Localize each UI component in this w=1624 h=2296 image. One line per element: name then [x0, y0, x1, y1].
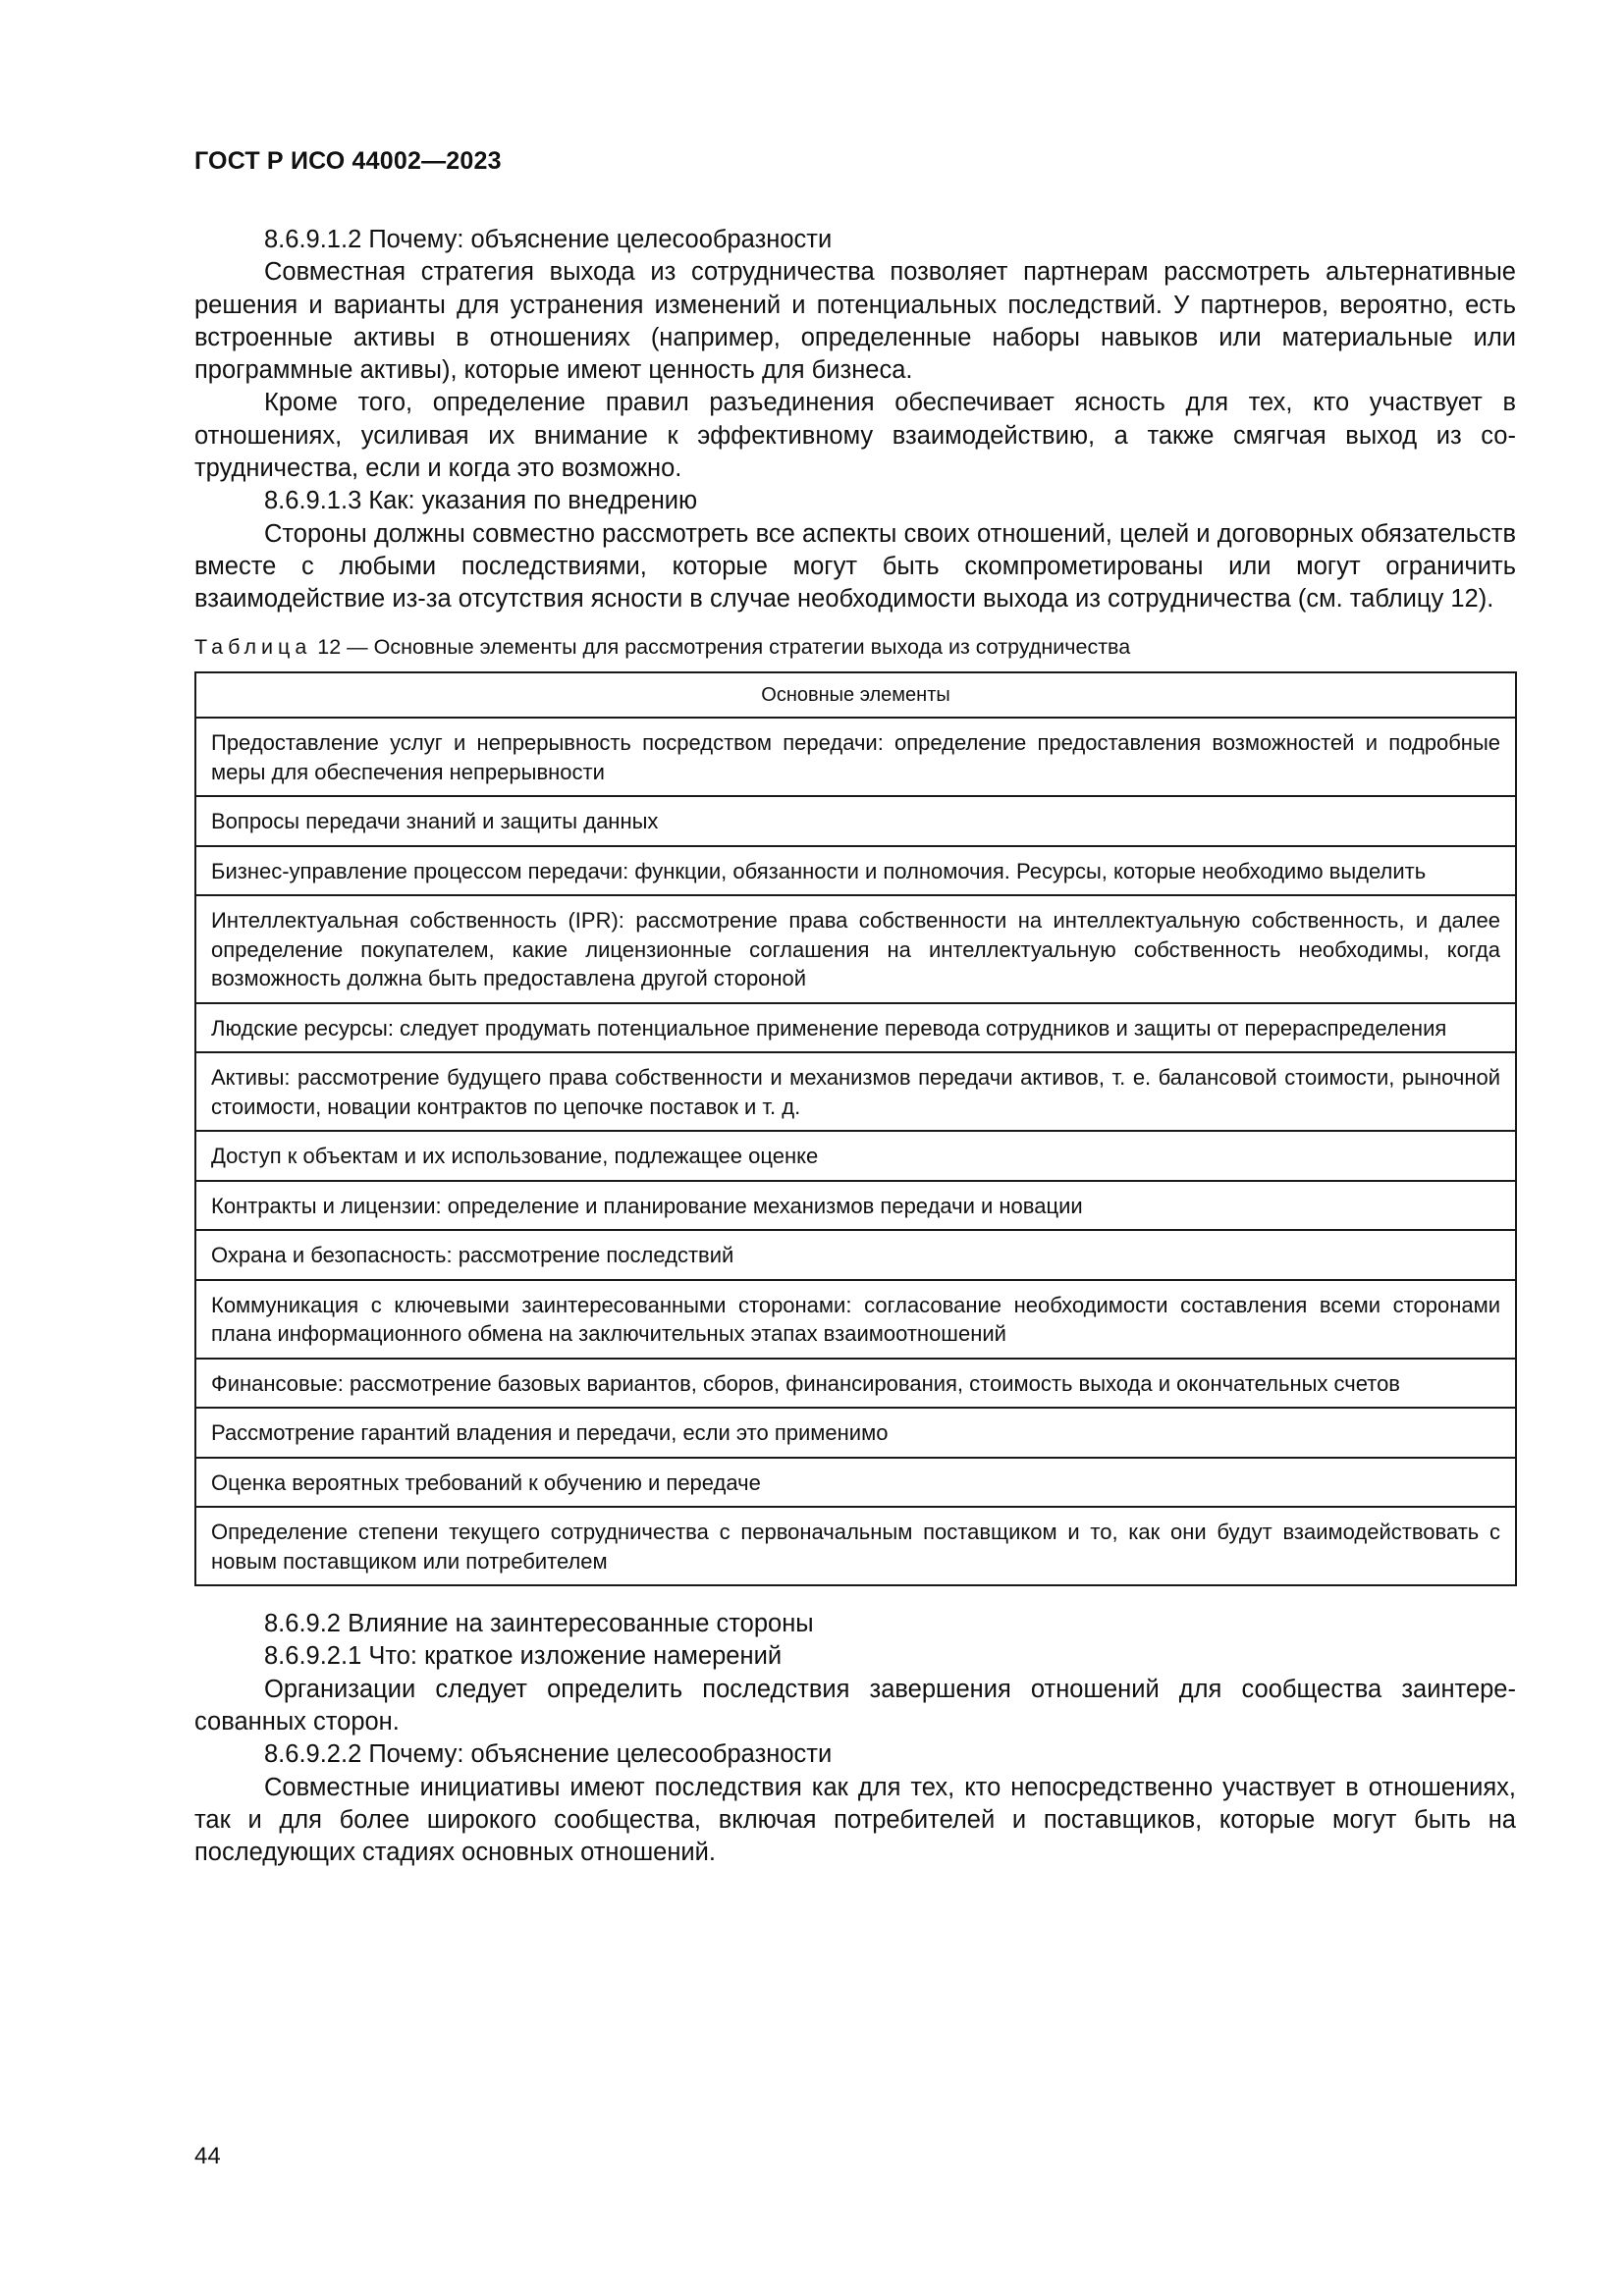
table-row [195, 796, 1516, 846]
subsection-heading-8-6-9-2-1: 8.6.9.2.1 Что: краткое изложение намерений [264, 1642, 783, 1671]
table-caption [194, 633, 1516, 661]
table-row [195, 1280, 1516, 1359]
table-row [195, 895, 1516, 1003]
paragraph: Совместные инициативы имеют последствия как для тех, кто непосредственно участвует в отношениях, так и для более широкого сообщества, включая потребителей и поставщиков, которые могут быть на последующих стадиях основных отношений. [194, 1773, 1516, 1867]
subsection-heading-8-6-9-1-3: 8.6.9.1.3 Как: указания по внедрению [264, 487, 698, 515]
paragraph: Кроме того, определение правил разъединения обеспечивает ясность для тех, кто участвует в отношениях, усиливая их внимание к эффективному взаимодействию, а также смягчая выход из сотрудничества, если и когда это возможно. [194, 389, 1516, 483]
table-cell: Контракты и лицензии: определение и планирование механизмов передачи и новации [195, 1181, 1516, 1231]
table-cell: Финансовые: рассмотрение базовых вариантов, сборов, финансирования, стоимость выхода и окончательных счетов [195, 1359, 1516, 1409]
table-header-row [195, 672, 1516, 719]
table-cell: Активы: рассмотрение будущего права собственности и механизмов передачи активов, т. е. балансовой стоимости, рыночной стоимости, новации контрактов по цепочке поставок и т. д. [195, 1052, 1516, 1131]
subsection-heading-8-6-9-2-2: 8.6.9.2.2 Почему: объяснение целесообразности [264, 1740, 833, 1769]
table-cell: Коммуникация с ключевыми заинтересованными сторонами: согласование необходимости составления всеми сторонами плана информационного обмена на заключительных этапах взаимоотношений [195, 1280, 1516, 1359]
table-row [195, 1052, 1516, 1131]
table-cell: Бизнес-управление процессом передачи: функции, обязанности и полномочия. Ресурсы, которые необходимо выделить [195, 846, 1516, 896]
page-number: 44 [194, 2143, 221, 2169]
paragraph: Организации следует определить последствия завершения отношений для сообщества заинтересованных сторон. [194, 1675, 1516, 1735]
table-cell: Людские ресурсы: следует продумать потенциальное применение перевода сотрудников и защиты от перераспределения [195, 1003, 1516, 1053]
table-row [195, 1131, 1516, 1181]
table-row [195, 1408, 1516, 1458]
page-content [194, 224, 1516, 1869]
subsection-heading-8-6-9-1-2: 8.6.9.1.2 Почему: объяснение целесообразности [264, 226, 833, 253]
table-row [195, 1359, 1516, 1409]
table-row [195, 1230, 1516, 1280]
table-cell: Интеллектуальная собственность (IPR): рассмотрение права собственности на интеллектуальную собственность, и далее определение покупателем, какие лицензионные соглашения на интеллектуальную собственность необходимы, когда возможность должна быть предоставлена другой стороной [195, 895, 1516, 1003]
table-row [195, 1181, 1516, 1231]
document-header: ГОСТ Р ИСО 44002—2023 [194, 147, 502, 175]
table-row [195, 1458, 1516, 1508]
table-row [195, 1507, 1516, 1585]
table-cell: Оценка вероятных требований к обучению и передаче [195, 1458, 1516, 1508]
table-cell: Доступ к объектам и их использование, подлежащее оценке [195, 1131, 1516, 1181]
paragraph: Совместная стратегия выхода из сотрудничества позволяет партнерам рассмотреть альтернативные решения и варианты для устранения изменений и потенциальных последствий. У партнеров, вероятно, есть встроенные активы в отношениях (например, определенные наборы навыков или материальные или программные активы), которые имеют ценность для бизнеса. [194, 258, 1516, 385]
table-caption-label: Таблица [194, 634, 312, 659]
subsection-heading-8-6-9-2: 8.6.9.2 Влияние на заинтересованные стороны [264, 1610, 814, 1638]
paragraph: Стороны должны совместно рассмотреть все аспекты своих отношений, целей и договорных обязательств вместе с любыми последствиями, которые могут быть скомпрометированы или могут ограничить взаимодействие из-за отсутствия ясности в случае необходимости выхода из сотрудничества (см. таблицу 12). [194, 519, 1516, 614]
table-cell: Охрана и безопасность: рассмотрение последствий [195, 1230, 1516, 1280]
table-header-cell: Основные элементы [195, 672, 1516, 719]
table-row [195, 718, 1516, 796]
table-cell: Вопросы передачи знаний и защиты данных [195, 796, 1516, 846]
table-cell: Предоставление услуг и непрерывность посредством передачи: определение предоставления возможностей и подробные меры для обеспечения непрерывности [195, 718, 1516, 796]
section-after-table [194, 1608, 1516, 1869]
table-cell: Определение степени текущего сотрудничества с первоначальным поставщиком и то, как они будут взаимодействовать с новым поставщиком или потребителем [195, 1507, 1516, 1585]
table-row [195, 846, 1516, 896]
table-row [195, 1003, 1516, 1053]
table-cell: Рассмотрение гарантий владения и передачи, если это применимо [195, 1408, 1516, 1458]
elements-table [194, 671, 1517, 1587]
table-caption-text: 12 — Основные элементы для рассмотрения стратегии выхода из сотрудничества [311, 634, 1131, 659]
